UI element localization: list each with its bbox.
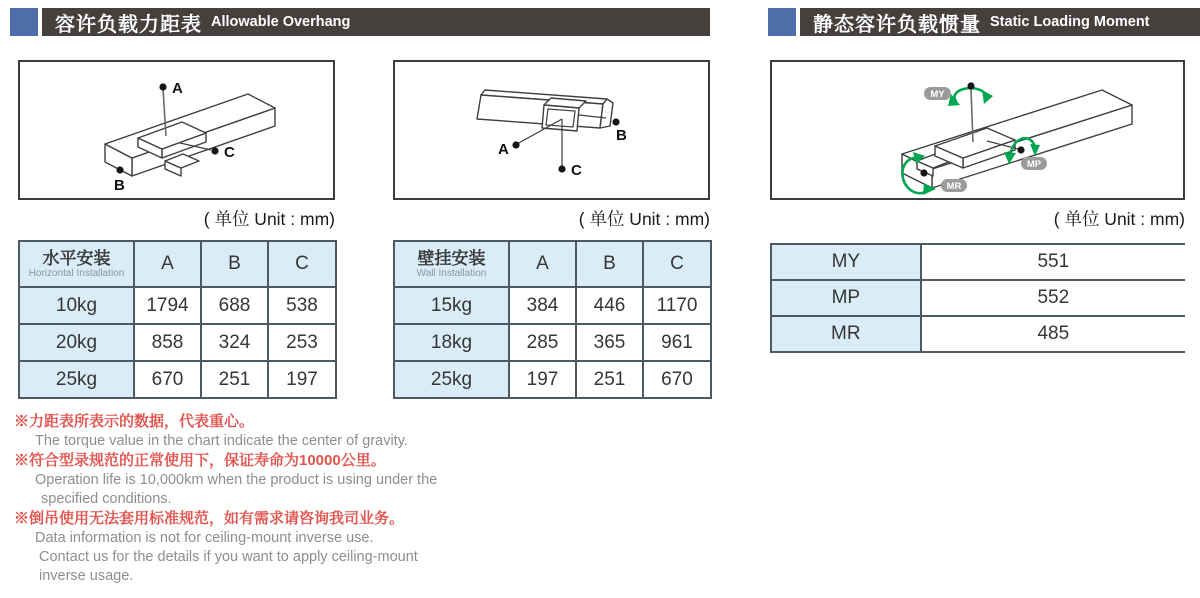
header-title-en: Static Loading Moment: [990, 14, 1150, 30]
moment-point-mr: [920, 169, 927, 176]
table-horizontal-installation: [18, 240, 337, 399]
table-title-zh: 水平安装: [42, 249, 111, 268]
dimension-label-c: C: [571, 162, 582, 179]
diagram-static-loading-moment: [770, 60, 1185, 200]
moment-badge-my: [924, 87, 951, 100]
note-en-continued: inverse usage.: [39, 568, 134, 584]
row-label: 10kg: [19, 287, 134, 324]
dimension-label-b: B: [616, 127, 627, 144]
row-label: MP: [771, 280, 921, 316]
row-label: 25kg: [394, 361, 509, 398]
rail-isometric: [902, 90, 1132, 188]
cell-b: 251: [201, 361, 268, 398]
moment-label-mp: MP: [1026, 159, 1042, 170]
column-header-b: B: [576, 241, 643, 287]
header-bar: [800, 8, 1200, 36]
cell-b: 688: [201, 287, 268, 324]
table-row: [19, 287, 336, 324]
moment-label-my: MY: [930, 89, 945, 100]
table-title-en: Wall Installation: [416, 268, 487, 279]
dimension-point-b: [116, 166, 123, 173]
row-label: MY: [771, 244, 921, 280]
moment-drawing: [772, 62, 1183, 198]
cell-b: 446: [576, 287, 643, 324]
dimension-point-c: [211, 147, 218, 154]
table-wall-installation: [393, 240, 712, 399]
moment-label-mr: MR: [946, 181, 962, 192]
cell-c: 670: [643, 361, 711, 398]
table-static-loading-moment: [770, 243, 1185, 353]
note-en: Operation life is 10,000km when the product is using under the: [35, 472, 438, 488]
moment-badge-mp: [1021, 157, 1047, 170]
note-zh: ※符合型录规范的正常使用下，保证寿命为10000公里。: [14, 452, 386, 469]
moment-point-my: [967, 82, 974, 89]
cell-value: 552: [921, 280, 1185, 316]
note-en-continued: specified conditions.: [41, 491, 172, 507]
cell-a: 285: [509, 324, 576, 361]
cell-c: 253: [268, 324, 336, 361]
moment-point-mp: [1017, 146, 1024, 153]
wall-installation-drawing: [395, 62, 708, 198]
header-bar: [42, 8, 710, 36]
table-title-en: Horizontal Installation: [28, 268, 125, 279]
column-header-a: A: [509, 241, 576, 287]
table-row: [771, 316, 1185, 352]
table-corner-cell: [394, 241, 509, 287]
unit-label-moment: ( 单位 Unit : mm): [1053, 209, 1185, 229]
cell-a: 197: [509, 361, 576, 398]
row-label: 15kg: [394, 287, 509, 324]
table-header-row: [19, 241, 336, 287]
header-title-zh: 静态容许负载惯量: [813, 13, 981, 36]
dimension-point-b: [612, 118, 619, 125]
table-row: [19, 324, 336, 361]
dimension-label-c: C: [224, 144, 235, 161]
cell-a: 670: [134, 361, 201, 398]
cell-a: 384: [509, 287, 576, 324]
column-header-b: B: [201, 241, 268, 287]
cell-value: 485: [921, 316, 1185, 352]
note-en: Data information is not for ceiling-mount inverse use.: [35, 530, 374, 546]
header-accent-square: [768, 8, 796, 36]
column-header-c: C: [643, 241, 711, 287]
cell-b: 365: [576, 324, 643, 361]
table-row: [771, 244, 1185, 280]
moment-badge-mr: [941, 179, 967, 192]
table-header-row: [394, 241, 711, 287]
cell-c: 538: [268, 287, 336, 324]
column-header-a: A: [134, 241, 201, 287]
dimension-point-a: [512, 141, 519, 148]
cell-value: 551: [921, 244, 1185, 280]
dimension-point-c: [558, 165, 565, 172]
section-header-allowable-overhang: [10, 8, 710, 36]
column-header-c: C: [268, 241, 336, 287]
dimension-label-b: B: [114, 177, 125, 194]
cell-b: 324: [201, 324, 268, 361]
dimension-label-a: A: [172, 80, 183, 97]
cell-c: 197: [268, 361, 336, 398]
table-row: [394, 324, 711, 361]
header-title-en: Allowable Overhang: [211, 14, 351, 30]
table-row: [771, 280, 1185, 316]
table-row: [394, 287, 711, 324]
cell-a: 858: [134, 324, 201, 361]
horizontal-installation-drawing: [20, 62, 333, 198]
note-en-continued: Contact us for the details if you want to apply ceiling-mount: [39, 549, 418, 565]
cell-a: 1794: [134, 287, 201, 324]
footnotes: [14, 412, 514, 586]
cell-b: 251: [576, 361, 643, 398]
note-zh: ※倒吊使用无法套用标准规范，如有需求请咨询我司业务。: [14, 510, 405, 527]
row-label: 20kg: [19, 324, 134, 361]
note-en: The torque value in the chart indicate the center of gravity.: [35, 433, 408, 449]
unit-label-horizontal: ( 单位 Unit : mm): [203, 209, 335, 229]
table-title-zh: 壁挂安装: [417, 249, 486, 268]
cell-c: 1170: [643, 287, 711, 324]
header-accent-square: [10, 8, 38, 36]
table-row: [19, 361, 336, 398]
row-label: 25kg: [19, 361, 134, 398]
dimension-label-a: A: [498, 141, 509, 158]
dimension-point-a: [159, 83, 166, 90]
diagram-horizontal-installation: [18, 60, 335, 200]
header-title-zh: 容许负载力距表: [55, 13, 202, 36]
note-zh: ※力距表所表示的数据，代表重心。: [14, 413, 255, 430]
row-label: 18kg: [394, 324, 509, 361]
table-corner-cell: [19, 241, 134, 287]
unit-label-wall: ( 单位 Unit : mm): [578, 209, 710, 229]
table-row: [394, 361, 711, 398]
row-label: MR: [771, 316, 921, 352]
diagram-wall-installation: [393, 60, 710, 200]
cell-c: 961: [643, 324, 711, 361]
section-header-static-loading-moment: [768, 8, 1200, 36]
